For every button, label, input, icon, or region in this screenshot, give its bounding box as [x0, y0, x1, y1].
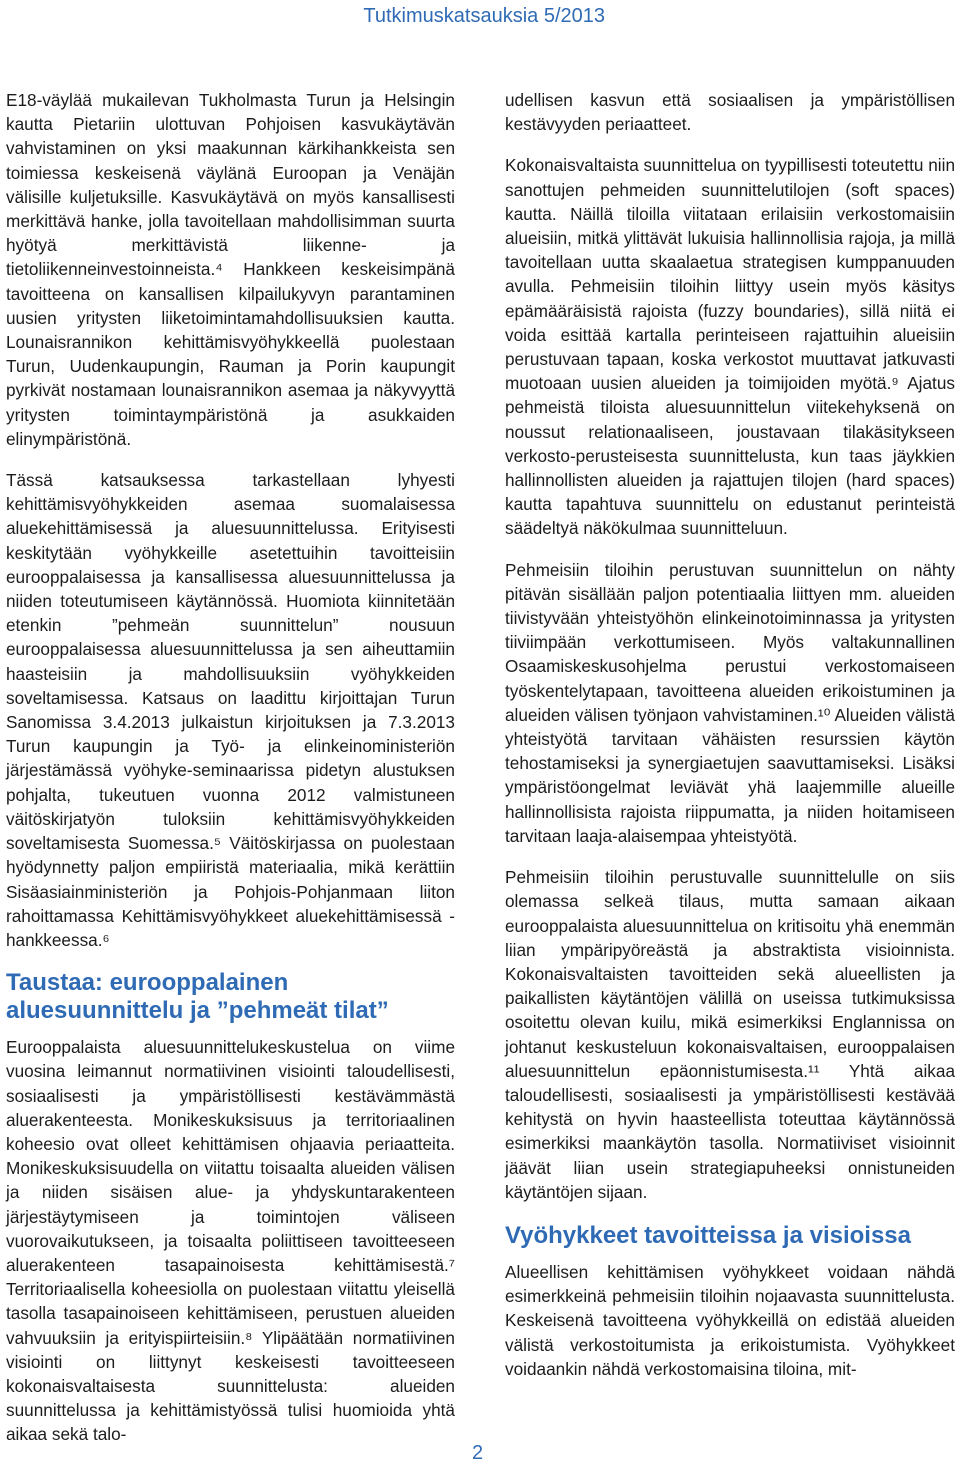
right-column — [505, 88, 955, 1398]
paragraph-intro: E18-väylää mukailevan Tukholmasta Turun ja Helsingin kautta Pietariin ulottuvan Pohjoisen kasvukäytävän vahvistaminen on yksi maakunnan kärkihankkeista sen toimiessa keskeisenä väylänä Euroopan ja Venäjän välisille kuljetuksille. Kasvukäytävä on myös kansallisesti merkittävä hanke, jolla tavoitellaan mahdollisimman suurta hyötyä merkittävistä liikenne- ja tietoliikenneinvestoinneista.⁴ Hankkeen keskeisimpänä tavoitteena on kansallisen kilpailukyvyn parantaminen uusien yritysten liiketoimintamahdollisuuksien kautta. Lounaisrannikon kehittämisvyöhykkeellä puolestaan Turun, Uudenkaupungin, Rauman ja Porin kaupungit pyrkivät nostamaan lounaisrannikon asemaa ja näkyvyyttä yritysten toimintaympäristönä ja asukkaiden elinympäristönä. — [6, 90, 455, 449]
paragraph-soft-spaces: Kokonaisvaltaista suunnittelua on tyypillisesti toteutettu niin sanottujen pehmeiden suunnittelutilojen (soft spaces) kautta. Näillä tiloilla viitataan erilaisiin verkostomaisiin alueisiin, mitkä ylittävät lukuisia hallinnollisia rajoja, ja millä tavoitellaan uutta skaalaetua strategisen kumppanuuden avulla. Pehmeisiin tiloihin liittyy usein myös käsitys epämääräisistä rajoista (fuzzy boundaries), sillä niitä ei voida esittää kartalla perinteiseen rajattuihin alueisiin perustuvaan tapaan, koska verkostot muuttavat jatkuvasti muotoaan uusien alueiden ja toimijoiden myötä.⁹ Ajatus pehmeistä tiloista aluesuunnittelun viitekehyksenä on noussut relationaaliseen, joustavaan tilakäsitykseen verkosto-perusteisesta suunnittelusta, kun taas jäykkien hallinnollisten alueiden ja rajattujen tilojen (hard spaces) kautta tapahtuva suunnittelu on edustanut perinteistä säädeltyä näkökulmaa suunnitteluun. — [505, 155, 956, 539]
paragraph-potential: Pehmeisiin tiloihin perustuvan suunnittelun on nähty pitävän sisällään paljon potentiaalia liittyen mm. alueiden tiivistyvään yhteistyöhön elinkeinotoiminnassa ja yritysten tiiviimpään verkottumiseen. Myös valtakunnallinen Osaamiskeskusohjelma perustui verkostomaiseen työskentelytapaan, tavoitteena alueiden erikoistuminen ja alueiden välisen työnjaon vahvistaminen.¹⁰ Alueiden välistä yhteistyötä tarvitaan vähäisten resurssien käytön tehostamiseksi ja synergiaetujen saavuttamiseksi. Lisäksi ympäristöongelmat leviävät yhä laajemmille alueille hallinnollisista rajoista riippumatta, ja niiden hoitamiseen tarvitaan laaja-alaisempaa yhteistyötä. — [505, 559, 955, 846]
section-heading-background: Taustaa: eurooppalainen aluesuunnittelu ja ”pehmeät tilat” — [6, 969, 389, 1025]
paragraph-scope: Tässä katsauksessa tarkastellaan lyhyesti kehittämisvyöhykkeiden asemaa suomalaisessa aluekehittämisessä ja aluesuunnittelussa. Erityisesti keskitytään vyöhykkeille asetettuihin tavoitteisiin eurooppalaisessa ja kansallisessa aluesuunnittelussa ja niiden toteutumiseen käytännössä. Huomiota kiinnitetään etenkin ”pehmeän suunnittelun” nousuun eurooppalaisessa aluesuunnittelussa ja sen aiheuttamiin haasteisiin ja mahdollisuuksiin vyöhykkeiden soveltamisessa. Katsaus on laadittu kirjoittajan Turun Sanomissa 3.4.2013 julkaistun kirjoituksen ja 7.3.2013 Turun kaupungin ja Työ- ja elinkeinoministeriön järjestämässä vyöhyke-seminaarissa pidetyn alustuksen pohjalta, tukeutuen vuonna 2012 valmistuneen väitöskirjatyön tuloksiin kehittämisvyöhykkeiden soveltamisesta Suomessa.⁵ Väitöskirjassa on puolestaan hyödynnetty paljon empiiristä materiaalia, mikä kerättiin Sisäasiainministeriön ja Pohjois-Pohjanmaan liiton rahoittamassa Kehittämisvyöhykkeet aluekehittämisessä -hankkeessa.⁶ — [6, 470, 455, 950]
paragraph-criticism: Pehmeisiin tiloihin perustuvalle suunnittelulle on siis olemassa selkeä tilaus, mutta samaan aikaan eurooppalaista aluesuunnittelua on kritisoitu yhä enemmän liian ympäripyöreästä ja abstraktista visioinnista. Kokonaisvaltaisten tavoitteiden sekä alueellisten ja paikallisten käytäntöjen välillä on useissa tutkimuksissa osoitettu olevan kuilu, mikä esimerkiksi Englannissa on johtanut keskusteluun kokonaisvaltaisen, eurooppalaisen aluesuunnittelun epäonnistumisesta.¹¹ Yhtä aikaa taloudellisesti, sosiaalisesti ja ympäristöllisesti kestävää kehitystä on hyvin haasteellista toteuttaa käytännössä esimerkiksi maankäytön tasolla. Normatiiviset visioinnit jäävät liian usein strategiapuheeksi onnistuneiden käytäntöjen sijaan. — [505, 867, 955, 1202]
section-heading-zones: Vyöhykkeet tavoitteissa ja visioissa — [505, 1221, 911, 1249]
publication-title: Tutkimuskatsauksia 5/2013 — [363, 5, 605, 27]
left-column — [6, 88, 455, 1464]
paragraph-european-planning: Eurooppalaista aluesuunnittelukeskustelua on viime vuosina leimannut normatiivinen visiointi taloudellisesti, sosiaalisesti ja ympäristöllisesti kestävämmästä aluerakenteesta. Monikeskuksisuus ja territoriaalinen koheesio ovat olleet kehittämisen ohjaavia periaatteita. Monikeskuksisuudella on viitattu toisaalta alueiden välisen ja niiden sisäisen alue- ja yhdyskuntarakenteen järjestäytymiseen ja toimintojen väliseen vuorovaikutukseen, ja toisaalta poliittiseen tavoitteeseen aluerakenteen tasapainoisesta kehittämisestä.⁷ Territoriaalisella koheesiolla on puolestaan viitattu yleisellä tasolla tasapainoiseen kehittämiseen, perustuen alueiden vahvuuksiin ja erityispiirteisiin.⁸ Ylipäätään normatiivinen visiointi on liittynyt keskeisesti tavoitteeseen kokonaisvaltaisesta suunnittelusta: alueiden suunnittelussa ja kehittämistyössä tulisi huomioida yhtä aikaa sekä talo- — [6, 1037, 455, 1445]
paragraph-continuation: udellisen kasvun että sosiaalisen ja ympäristöllisen kestävyyden periaatteet. — [505, 90, 955, 135]
paragraph-zones: Alueellisen kehittämisen vyöhykkeet voidaan nähdä esimerkkeinä pehmeisiin tiloihin nojaavasta suunnittelusta. Keskeisenä tavoitteena vyöhykkeillä on edistää alueiden välistä verkostoitumista ja erikoistumista. Vyöhykkeet voidaankin nähdä verkostomaisina tiloina, mit- — [505, 1261, 955, 1379]
page-number: 2 — [472, 1442, 484, 1464]
